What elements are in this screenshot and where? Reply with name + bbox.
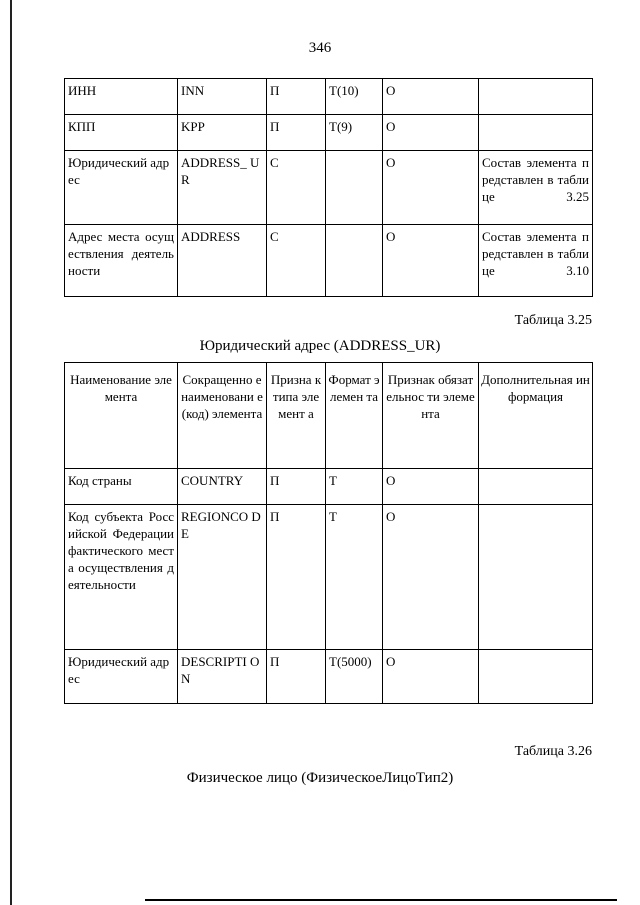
- cell-type: П: [267, 79, 326, 115]
- cell-type: П: [267, 469, 326, 505]
- cell-code: REGIONCO DE: [178, 505, 267, 650]
- table-caption: Таблица 3.26: [514, 744, 592, 759]
- cell-info: Состав элемента представлен в таблице 3.25: [479, 151, 593, 225]
- table-row: [65, 225, 593, 297]
- cell-required: O: [383, 151, 479, 225]
- cell-code: ADDRESS: [178, 225, 267, 297]
- cell-info: [479, 469, 593, 505]
- cell-format: T(5000): [326, 650, 383, 704]
- address-table: [64, 362, 593, 704]
- cell-type: П: [267, 115, 326, 151]
- cell-name: КПП: [65, 115, 178, 151]
- cell-required: O: [383, 650, 479, 704]
- page-number: 346: [308, 40, 332, 56]
- table-row: [65, 115, 593, 151]
- cell-required: O: [383, 225, 479, 297]
- table-row: [65, 151, 593, 225]
- cell-info: [479, 505, 593, 650]
- cell-required: O: [383, 469, 479, 505]
- cell-format: T: [326, 469, 383, 505]
- cell-info: [479, 79, 593, 115]
- cell-required: O: [383, 115, 479, 151]
- page-bottom-rule: [145, 899, 617, 901]
- cell-required: O: [383, 505, 479, 650]
- cell-type: П: [267, 505, 326, 650]
- cell-name: Адрес места осуществления деятельности: [65, 225, 178, 297]
- header-type: Призна к типа элемент а: [267, 363, 326, 469]
- cell-code: ADDRESS_ UR: [178, 151, 267, 225]
- cell-info: [479, 115, 593, 151]
- cell-code: DESCRIPTI ON: [178, 650, 267, 704]
- table-row: [65, 650, 593, 704]
- cell-name: Код субъекта Российской Федерации фактического места осуществления деятельности: [65, 505, 178, 650]
- table-row: [65, 469, 593, 505]
- cell-code: COUNTRY: [178, 469, 267, 505]
- cell-type: С: [267, 225, 326, 297]
- cell-format: T(9): [326, 115, 383, 151]
- cell-type: П: [267, 650, 326, 704]
- cell-format: [326, 225, 383, 297]
- header-required: Признак обязательнос ти элемента: [383, 363, 479, 469]
- header-info: Дополнительная информация: [479, 363, 593, 469]
- header-name: Наименование элемента: [65, 363, 178, 469]
- cell-code: KPP: [178, 115, 267, 151]
- table-caption: Таблица 3.25: [514, 313, 592, 328]
- cell-required: O: [383, 79, 479, 115]
- cell-info: [479, 650, 593, 704]
- cell-code: INN: [178, 79, 267, 115]
- cell-type: С: [267, 151, 326, 225]
- table-row: [65, 79, 593, 115]
- cell-name: Юридический адрес: [65, 151, 178, 225]
- cell-info: Состав элемента представлен в таблице 3.10: [479, 225, 593, 297]
- cell-name: ИНН: [65, 79, 178, 115]
- header-format: Формат элемен та: [326, 363, 383, 469]
- header-code: Сокращенно е наименовани е (код) элемента: [178, 363, 267, 469]
- cell-name: Код страны: [65, 469, 178, 505]
- table-title: Юридический адрес (ADDRESS_UR): [199, 338, 441, 354]
- table-row: [65, 505, 593, 650]
- cell-format: T(10): [326, 79, 383, 115]
- table-header-row: [65, 363, 593, 469]
- continued-table: [64, 78, 593, 297]
- table-title: Физическое лицо (ФизическоеЛицоТип2): [186, 770, 454, 786]
- cell-name: Юридический адрес: [65, 650, 178, 704]
- cell-format: [326, 151, 383, 225]
- cell-format: T: [326, 505, 383, 650]
